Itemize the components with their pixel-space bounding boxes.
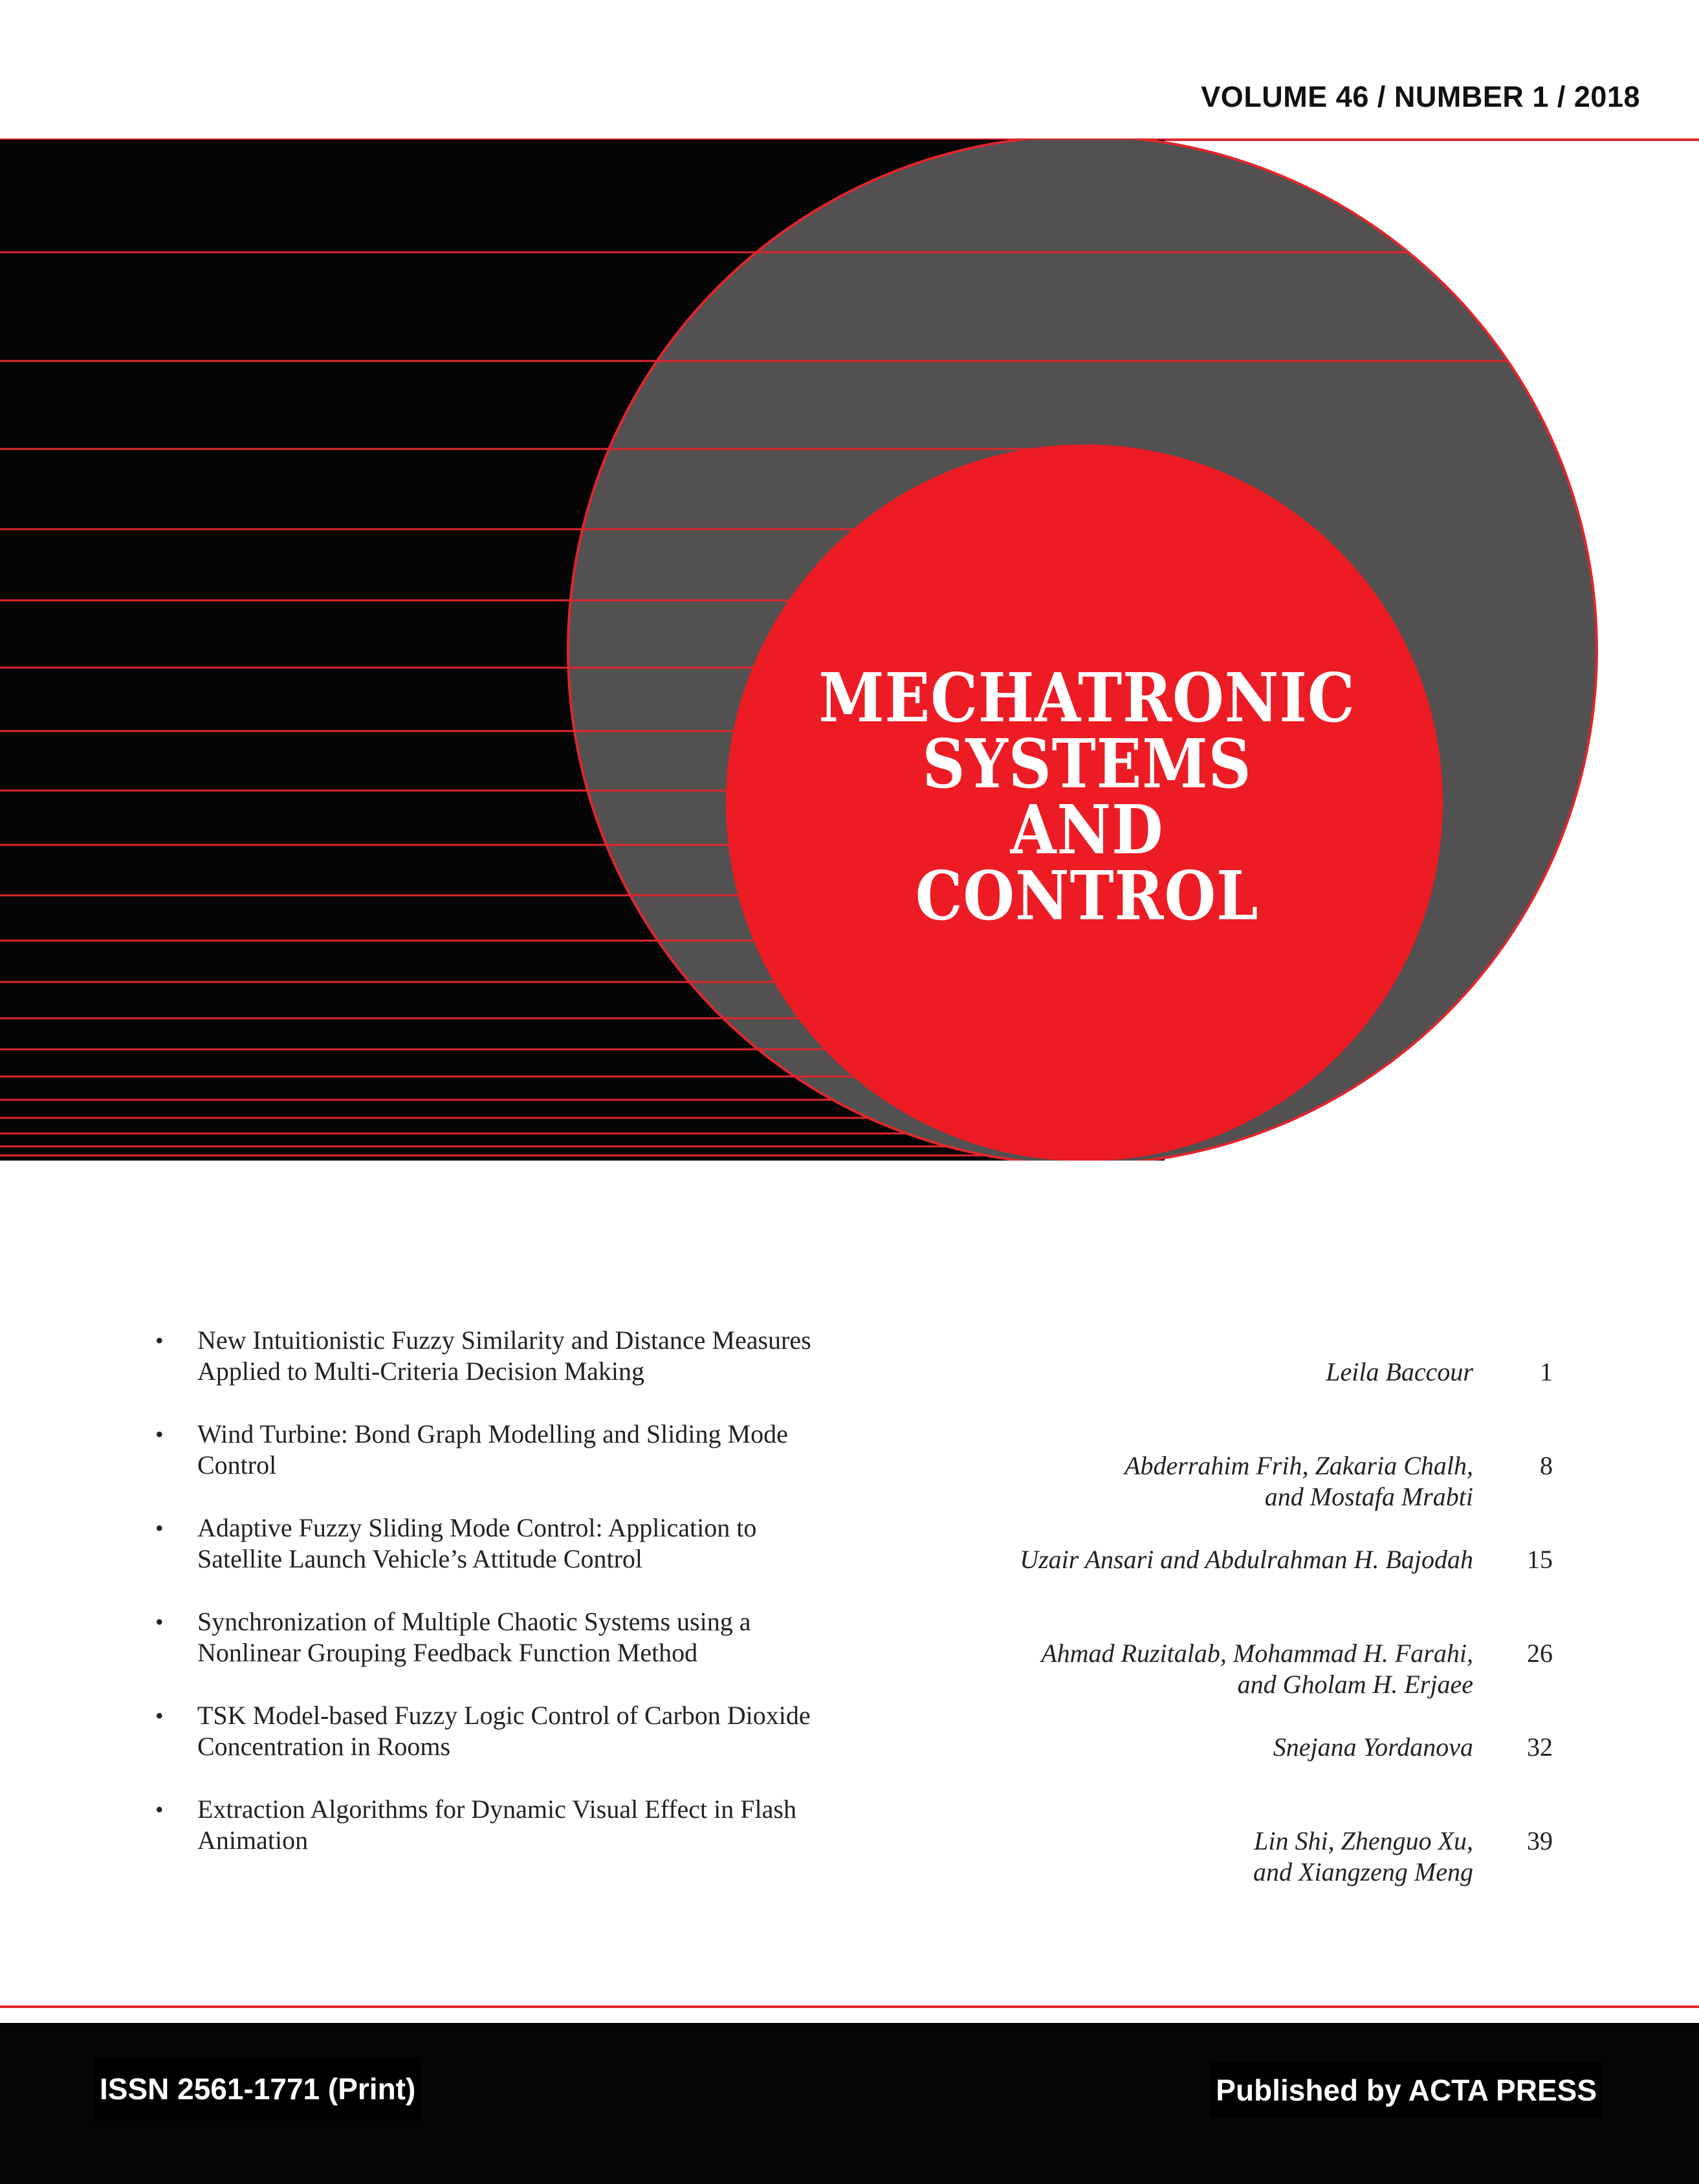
article-title [197,1325,1013,1387]
article-title-line: Wind Turbine: Bond Graph Modelling and Sliding Mode [197,1419,788,1448]
publisher-label: Published by ACTA PRESS [1211,2062,1602,2118]
toc-entry [155,1325,1553,1419]
page-number: 15 [1527,1545,1553,1574]
table-of-contents [155,1325,1553,1888]
article-title-line: Satellite Launch Vehicle’s Attitude Control [197,1544,643,1573]
article-title-line: Synchronization of Multiple Chaotic Systems using a [197,1607,751,1636]
toc-entry [155,1700,1553,1794]
bullet-icon: • [155,1609,164,1635]
cover-artwork [0,140,1699,1161]
author-line: Lin Shi, Zhenguo Xu, [1254,1826,1473,1855]
author-line: and Xiangzeng Meng [1253,1857,1473,1886]
article-title-line: Control [197,1450,277,1480]
article-authors [891,1826,1473,1888]
toc-entry [155,1794,1553,1888]
author-line: Leila Baccour [1326,1357,1473,1386]
article-authors [891,1450,1473,1512]
author-line: and Gholam H. Erjaee [1237,1670,1473,1699]
article-title-line: TSK Model-based Fuzzy Logic Control of Carbon Dioxide [197,1701,811,1730]
journal-title-line-1: MECHATRONIC [818,658,1355,737]
bottom-divider-rule [0,2005,1699,2008]
author-line: Snejana Yordanova [1273,1732,1473,1762]
bullet-icon: • [155,1327,164,1353]
journal-title-line-3: AND [1010,790,1164,869]
article-title-line: Animation [197,1826,309,1855]
toc-entry [155,1512,1553,1606]
article-title [197,1794,1013,1856]
article-authors [891,1544,1473,1575]
article-title-line: Applied to Multi-Criteria Decision Making [197,1357,644,1386]
volume-issue-label: VOLUME 46 / NUMBER 1 / 2018 [1201,80,1640,113]
article-title-line: Adaptive Fuzzy Sliding Mode Control: Application to [197,1513,757,1542]
author-line: Abderrahim Frih, Zakaria Chalh, [1124,1451,1473,1480]
issn-label: ISSN 2561-1771 (Print) [94,2057,421,2121]
toc-entry [155,1606,1553,1700]
bullet-icon: • [155,1796,164,1822]
article-authors [891,1357,1473,1388]
bullet-icon: • [155,1515,164,1541]
article-title-line: Extraction Algorithms for Dynamic Visual Effect in Flash [197,1795,796,1824]
page-number: 8 [1540,1451,1553,1480]
article-title-line: Nonlinear Grouping Feedback Function Method [197,1638,698,1667]
author-line: Ahmad Ruzitalab, Mohammad H. Farahi, [1041,1639,1473,1668]
article-authors [891,1732,1473,1763]
author-line: Uzair Ansari and Abdulrahman H. Bajodah [1020,1545,1473,1574]
bullet-icon: • [155,1421,164,1447]
article-title-line: New Intuitionistic Fuzzy Similarity and Distance Measures [197,1326,811,1355]
article-authors [891,1638,1473,1700]
article-title [197,1700,1013,1762]
article-title [197,1606,1013,1668]
article-title [197,1419,1013,1481]
article-title [197,1512,1013,1575]
journal-title-line-2: SYSTEMS [922,724,1252,803]
bullet-icon: • [155,1703,164,1729]
article-title-line: Concentration in Rooms [197,1732,451,1761]
page-number: 39 [1527,1826,1553,1855]
journal-title-line-4: CONTROL [915,856,1259,935]
page-number: 32 [1527,1732,1553,1762]
page-number: 26 [1527,1639,1553,1668]
page-number: 1 [1540,1357,1553,1386]
author-line: and Mostafa Mrabti [1264,1482,1473,1511]
toc-entry [155,1419,1553,1512]
journal-title [725,658,1449,935]
